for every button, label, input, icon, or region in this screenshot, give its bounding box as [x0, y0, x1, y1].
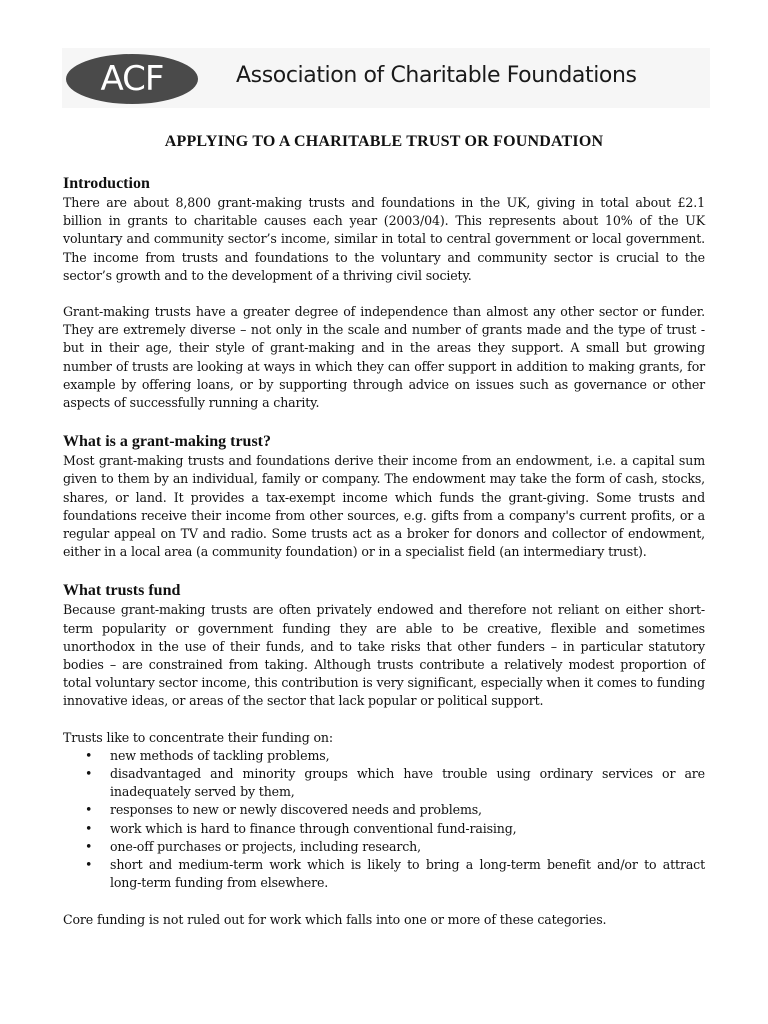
bullet-icon: • [85, 838, 93, 854]
funding-intro-line: Trusts like to concentrate their funding on: [63, 729, 333, 745]
section-heading-what-is-trust: What is a grant-making trust? [63, 433, 272, 451]
acf-logo [66, 54, 198, 104]
bullet-icon: • [85, 820, 93, 836]
list-item: • disadvantaged and minority groups which have trouble using ordinary services or are inadequately served by them, [85, 766, 705, 800]
bullet-icon: • [85, 802, 93, 818]
logo-text: ACF [100, 59, 164, 99]
list-item: • work which is hard to finance through conventional fund-raising, [63, 820, 705, 838]
section-heading-what-trusts-fund: What trusts fund [63, 582, 181, 600]
what-trusts-fund-paragraph: Because grant-making trusts are often privately endowed and therefore not reliant on either short-term popularity or government funding they are able to be creative, flexible and sometimes unorthodox in the use of their funds, and to take risks that other funders – in particular statutory bodies – are constrained from taking. Although trusts contribute a relatively modest proportion of total voluntary sector income, this contribution is very significant, especially when it comes to funding innovative ideas, or areas of the sector that lack popular or political support. [63, 602, 705, 709]
bullet-icon: • [85, 766, 93, 782]
list-item: • responses to new or newly discovered needs and problems, [63, 801, 705, 819]
funding-priorities-list [63, 747, 705, 893]
organization-name: Association of Charitable Foundations [236, 63, 637, 88]
document-body [63, 174, 705, 929]
section-heading-introduction: Introduction [63, 175, 150, 192]
closing-line: Core funding is not ruled out for work which falls into one or more of these categories. [63, 911, 607, 927]
bullet-icon: • [85, 747, 93, 763]
intro-paragraph-1: There are about 8,800 grant-making trusts and foundations in the UK, giving in total about £2.1 billion in grants to charitable causes each year (2003/04). This represents about 10% of the UK voluntary and community sector’s income, similar in total to central government or local government. The income from trusts and foundations to the voluntary and community sector is crucial to the sector’s growth and to the development of a thriving civil society. [63, 195, 705, 283]
bullet-icon: • [85, 857, 93, 873]
what-is-trust-paragraph: Most grant-making trusts and foundations derive their income from an endowment, i.e. a capital sum given to them by an individual, family or company. The endowment may take the form of cash, stocks, shares, or land. It provides a tax-exempt income which funds the grant-giving. Some trusts and foundations receive their income from other sources, e.g. gifts from a company's current profits, or a regular appeal on TV and radio. Some trusts act as a broker for donors and collector of endowment, either in a local area (a community foundation) or in a specialist field (an intermediary trust). [63, 453, 705, 560]
document-title: APPLYING TO A CHARITABLE TRUST OR FOUNDATION [164, 133, 604, 150]
list-item: • short and medium-term work which is likely to bring a long-term benefit and/or to attract long-term funding from elsewhere. [85, 857, 705, 891]
intro-paragraph-2: Grant-making trusts have a greater degree of independence than almost any other sector or funder. They are extremely diverse – not only in the scale and number of grants made and the type of trust - but in their age, their style of grant-making and in the areas they support. A small but growing number of trusts are looking at ways in which they can offer support in addition to making grants, for example by offering loans, or by supporting through advice on issues such as governance or other aspects of successfully running a charity. [63, 304, 705, 411]
list-item: • one-off purchases or projects, including research, [63, 838, 705, 856]
list-item: • new methods of tackling problems, [63, 747, 705, 765]
